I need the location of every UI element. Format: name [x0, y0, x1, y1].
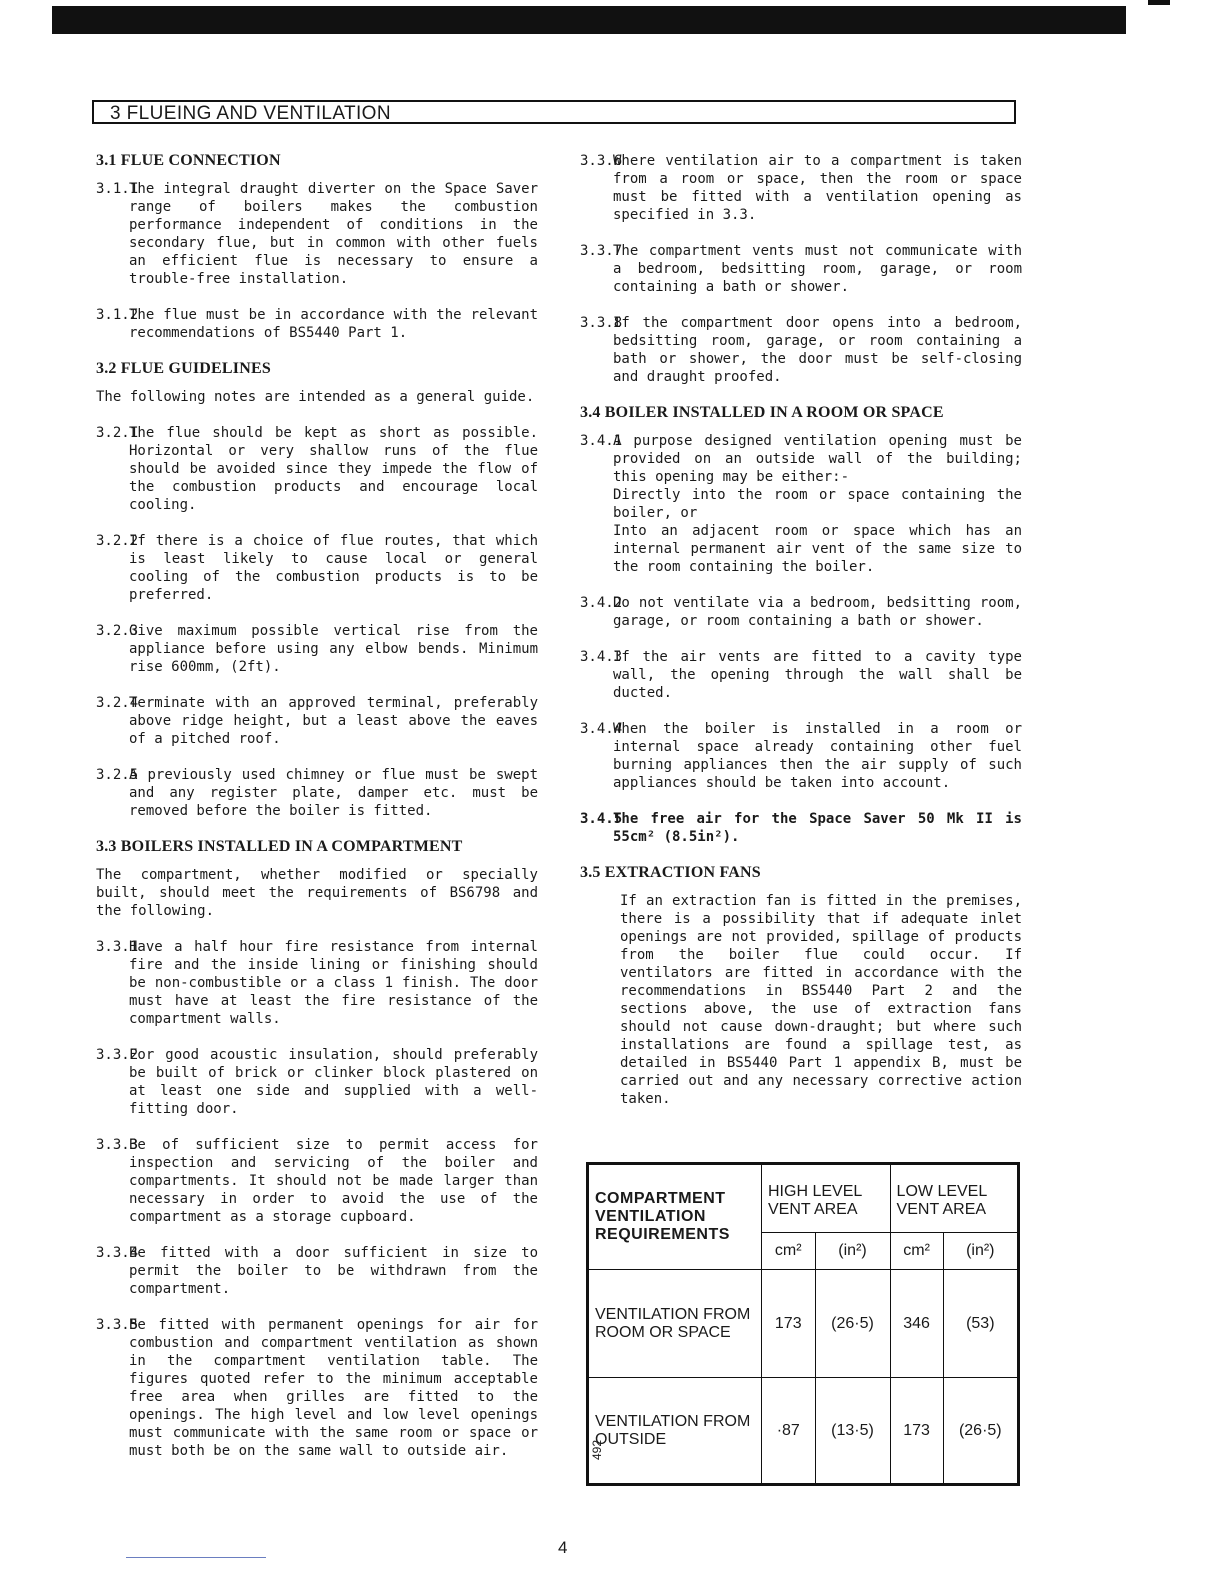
cell-value: 346 [890, 1270, 943, 1378]
para-text: Be fitted with permanent openings for air for combustion and compartment ventilation as shown in the compartment ventilation table. The figures quoted refer to the minimum acceptable free area when grilles are fitted to the openings. The high level and low level openings must communicate with the same room or space or must both be on the same wall to outside air. [129, 1317, 538, 1459]
cell-value: (13·5) [815, 1378, 890, 1484]
heading-3-3: 3.3 BOILERS INSTALLED IN A COMPARTMENT [96, 838, 463, 855]
para-text: If the compartment door opens into a bedroom, bedsitting room, garage, or room containing a bath or shower, the door must be self-closing and draught proofed. [613, 315, 1022, 385]
para-number: 3.3.1 [96, 939, 139, 955]
para-number: 3.2.2 [96, 533, 139, 549]
row-label-outside: VENTILATION FROM OUTSIDE [589, 1378, 762, 1484]
para-3-4-2 [580, 594, 1022, 630]
para-number: 3.3.5 [96, 1317, 139, 1333]
para-3-2-1 [96, 424, 538, 514]
para-3-1-2 [96, 306, 538, 342]
para-3-4-3 [580, 648, 1022, 702]
cell-value: 173 [762, 1270, 816, 1378]
para-text: Into an adjacent room or space which has an internal permanent air vent of the same size to the room containing the boiler. [613, 523, 1022, 575]
right-column [580, 152, 1022, 1126]
para-text: Give maximum possible vertical rise from the appliance before using any elbow bends. Minimum rise 600mm, (2ft). [129, 623, 538, 675]
row-label-room: VENTILATION FROM ROOM OR SPACE [589, 1270, 762, 1378]
para-number: 3.4.1 [580, 433, 623, 449]
para-text: If the air vents are fitted to a cavity type wall, the opening through the wall shall be ducted. [613, 649, 1022, 701]
para-number: 3.4.5 [580, 811, 623, 827]
para-text: The flue must be in accordance with the relevant recommendations of BS5440 Part 1. [129, 307, 538, 341]
para-text: Directly into the room or space containing the boiler, or [613, 487, 1022, 521]
unit-cm: cm² [890, 1233, 943, 1270]
high-level-header: HIGH LEVEL VENT AREA [762, 1165, 891, 1233]
intro-3-3: The compartment, whether modified or specially built, should meet the requirements of BS6798 and the following. [96, 867, 538, 919]
unit-in: (in²) [943, 1233, 1017, 1270]
para-text: The free air for the Space Saver 50 Mk II is 55cm² (8.5in²). [613, 811, 1022, 845]
para-3-2-2 [96, 532, 538, 604]
para-text: The compartment vents must not communicate with a bedroom, bedsitting room, garage, or room containing a bath or shower. [613, 243, 1022, 295]
intro-3-2: The following notes are intended as a general guide. [96, 389, 535, 405]
para-text: For good acoustic insulation, should preferably be built of brick or clinker block plastered on at least one side and supplied with a well-fitting door. [129, 1047, 538, 1117]
para-3-3-3 [96, 1136, 538, 1226]
para-text: The flue should be kept as short as possible. Horizontal or very shallow runs of the flue should be avoided since they impede the flow of the combustion products and encourage local cooling. [129, 425, 538, 513]
para-text: A previously used chimney or flue must be swept and any register plate, damper etc. must be removed before the boiler is fitted. [129, 767, 538, 819]
figure-number: 492 [590, 1439, 604, 1460]
para-number: 3.3.6 [580, 153, 623, 169]
heading-3-2: 3.2 FLUE GUIDELINES [96, 360, 271, 377]
corner-mark [1148, 0, 1170, 5]
para-3-3-1 [96, 938, 538, 1028]
para-number: 3.2.1 [96, 425, 139, 441]
para-number: 3.2.3 [96, 623, 139, 639]
para-text: Be of sufficient size to permit access for inspection and servicing of the boiler and compartments. It should not be made larger than necessary in order to avoid the use of the compartment as a storage cupboard. [129, 1137, 538, 1225]
ventilation-table [586, 1162, 1020, 1486]
left-column [96, 152, 538, 1478]
para-3-1-1 [96, 180, 538, 288]
para-3-3-8 [580, 314, 1022, 386]
para-number: 3.3.7 [580, 243, 623, 259]
top-black-bar [52, 6, 1126, 34]
para-number: 3.2.5 [96, 767, 139, 783]
cell-value: (53) [943, 1270, 1017, 1378]
para-number: 3.3.3 [96, 1137, 139, 1153]
para-text: Be fitted with a door sufficient in size to permit the boiler to be withdrawn from the compartment. [129, 1245, 538, 1297]
low-level-header: LOW LEVEL VENT AREA [890, 1165, 1017, 1233]
cell-value: 173 [890, 1378, 943, 1484]
para-number: 3.4.3 [580, 649, 623, 665]
para-3-4-1 [580, 432, 1022, 576]
section-title: 3 FLUEING AND VENTILATION [92, 100, 1016, 124]
table-title: COMPARTMENT VENTILATION REQUIREMENTS [589, 1165, 762, 1270]
para-number: 3.1.1 [96, 181, 139, 197]
para-number: 3.3.4 [96, 1245, 139, 1261]
heading-3-5: 3.5 EXTRACTION FANS [580, 864, 761, 881]
para-3-4-5 [580, 810, 1022, 846]
para-number: 3.2.4 [96, 695, 139, 711]
footer-line [126, 1557, 266, 1558]
para-text: Terminate with an approved terminal, preferably above ridge height, but a least above the eaves of a pitched roof. [129, 695, 538, 747]
para-number: 3.3.2 [96, 1047, 139, 1063]
cell-value: (26·5) [943, 1378, 1017, 1484]
unit-cm: cm² [762, 1233, 816, 1270]
para-text: The integral draught diverter on the Space Saver range of boilers makes the combustion performance independent of conditions in the secondary flue, but in common with other fuels an efficient flue is necessary to ensure a trouble-free installation. [129, 181, 538, 287]
para-text: Have a half hour fire resistance from internal fire and the inside lining or finishing should be non-combustible or a class 1 finish. The door must have at least the fire resistance of the compartment walls. [129, 939, 538, 1027]
para-text: When the boiler is installed in a room or internal space already containing other fuel burning appliances then the air supply of such appliances should be taken into account. [613, 721, 1022, 791]
para-3-2-3 [96, 622, 538, 676]
para-text: Do not ventilate via a bedroom, bedsitting room, garage, or room containing a bath or shower. [613, 595, 1022, 629]
para-3-3-6 [580, 152, 1022, 224]
para-number: 3.4.2 [580, 595, 623, 611]
unit-in: (in²) [815, 1233, 890, 1270]
para-3-2-4 [96, 694, 538, 748]
para-3-3-2 [96, 1046, 538, 1118]
para-3-5: If an extraction fan is fitted in the premises, there is a possibility that if adequate inlet openings are not provided, spillage of products from the boiler flue could occur. If ventilators are fitted in accordance with the recommendations in BS5440 Part 2 and the sections above, the use of extraction fans should not cause down-draught; but where such installations are found a spillage test, as detailed in BS5440 Part 1 appendix B, must be carried out and any necessary corrective action taken. [620, 893, 1022, 1107]
para-text: A purpose designed ventilation opening must be provided on an outside wall of the building; this opening may be either:- [613, 433, 1022, 485]
para-3-3-4 [96, 1244, 538, 1298]
para-number: 3.3.8 [580, 315, 623, 331]
para-3-3-5 [96, 1316, 538, 1460]
para-number: 3.1.2 [96, 307, 139, 323]
para-3-3-7 [580, 242, 1022, 296]
cell-value: ·87 [762, 1378, 816, 1484]
heading-3-1: 3.1 FLUE CONNECTION [96, 152, 281, 169]
para-3-2-5 [96, 766, 538, 820]
para-number: 3.4.4 [580, 721, 623, 737]
para-text: Where ventilation air to a compartment is taken from a room or space, then the room or space must be fitted with a ventilation opening as specified in 3.3. [613, 153, 1022, 223]
heading-3-4: 3.4 BOILER INSTALLED IN A ROOM OR SPACE [580, 404, 944, 421]
page-number: 4 [558, 1538, 568, 1557]
para-text: If there is a choice of flue routes, that which is least likely to cause local or general cooling of the combustion products is to be preferred. [129, 533, 538, 603]
para-3-4-4 [580, 720, 1022, 792]
cell-value: (26·5) [815, 1270, 890, 1378]
